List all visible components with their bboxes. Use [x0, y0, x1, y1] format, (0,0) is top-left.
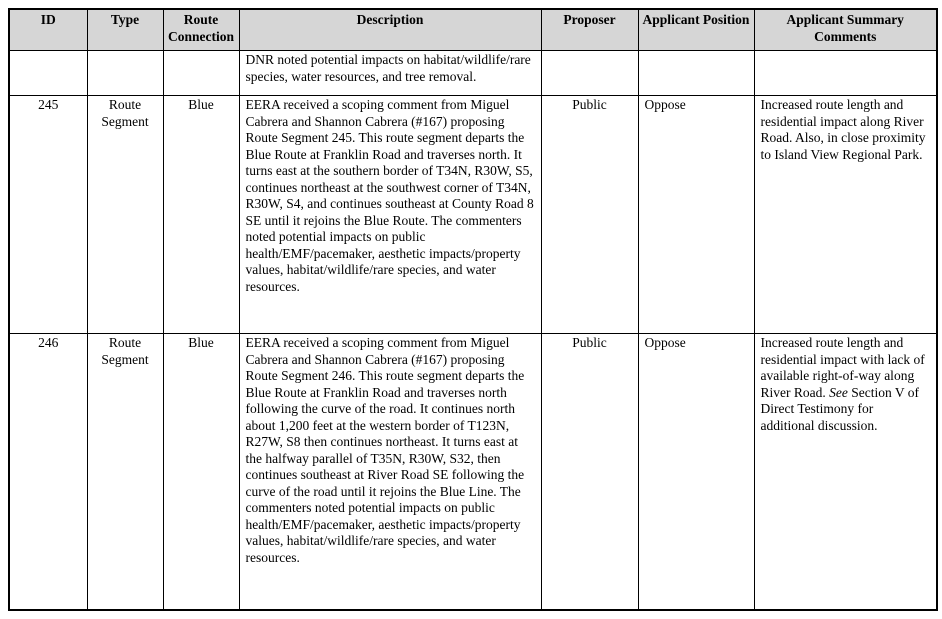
cell-comments [754, 51, 937, 96]
table-row-continuation [9, 51, 937, 96]
header-applicant-position: Applicant Position [638, 9, 754, 51]
cell-description: EERA received a scoping comment from Miguel Cabrera and Shannon Cabrera (#167) proposing Route Segment 245. This route segment departs the Blue Route at Franklin Road and traverses north. It turns east at the southern border of T34N, R30W, S5, continues northeast at the southwest corner of T34N, R30W, S4, and continues southeast at County Road 8 SE until it rejoins the Blue Route. The commenters noted potential impacts on public health/EMF/pacemaker, aesthetic impacts/property values, habitat/wildlife/rare species, and water resources. [239, 96, 541, 334]
cell-route-connection: Blue [163, 334, 239, 610]
header-type: Type [87, 9, 163, 51]
cell-proposer [541, 51, 638, 96]
comments-text: Increased route length and residential impact with lack of available right-of-way along River Road. [760, 335, 925, 400]
cell-type [87, 51, 163, 96]
cell-description: DNR noted potential impacts on habitat/wildlife/rare species, water resources, and tree removal. [239, 51, 541, 96]
cell-applicant-position: Oppose [638, 96, 754, 334]
table-header-row [9, 9, 937, 51]
route-comments-table [8, 8, 938, 611]
header-id: ID [9, 9, 87, 51]
cell-applicant-position: Oppose [638, 334, 754, 610]
cell-proposer: Public [541, 334, 638, 610]
header-applicant-summary-comments: Applicant Summary Comments [754, 9, 937, 51]
cell-id [9, 51, 87, 96]
cell-id: 246 [9, 334, 87, 610]
cell-route-connection [163, 51, 239, 96]
header-route-connection: Route Connection [163, 9, 239, 51]
cell-route-connection: Blue [163, 96, 239, 334]
cell-id: 245 [9, 96, 87, 334]
comments-text: Section V of Direct Testimony for additional discussion. [760, 384, 919, 433]
cell-description: EERA received a scoping comment from Miguel Cabrera and Shannon Cabrera (#167) proposing Route Segment 246. This route segment departs the Blue Route at Franklin Road and traverses north following the curve of the road. It continues north about 1,200 feet at the western border of T123N, R27W, S8 then continues northeast. It turns east at the halfway parallel of T35N, R30W, S32, then continues southeast at River Road SE following the curve of the road until it rejoins the Blue Line. The commenters noted potential impacts on public health/EMF/pacemaker, aesthetic impacts/property values, habitat/wildlife/rare species, and water resources. [239, 334, 541, 610]
cell-applicant-position [638, 51, 754, 96]
comments-italic-text: See [829, 384, 848, 400]
table-row-245 [9, 96, 937, 334]
cell-comments [754, 334, 937, 610]
cell-type: Route Segment [87, 96, 163, 334]
table-row-246 [9, 334, 937, 610]
header-proposer: Proposer [541, 9, 638, 51]
cell-comments: Increased route length and residential impact along River Road. Also, in close proximity to Island View Regional Park. [754, 96, 937, 334]
cell-type: Route Segment [87, 334, 163, 610]
header-description: Description [239, 9, 541, 51]
cell-proposer: Public [541, 96, 638, 334]
